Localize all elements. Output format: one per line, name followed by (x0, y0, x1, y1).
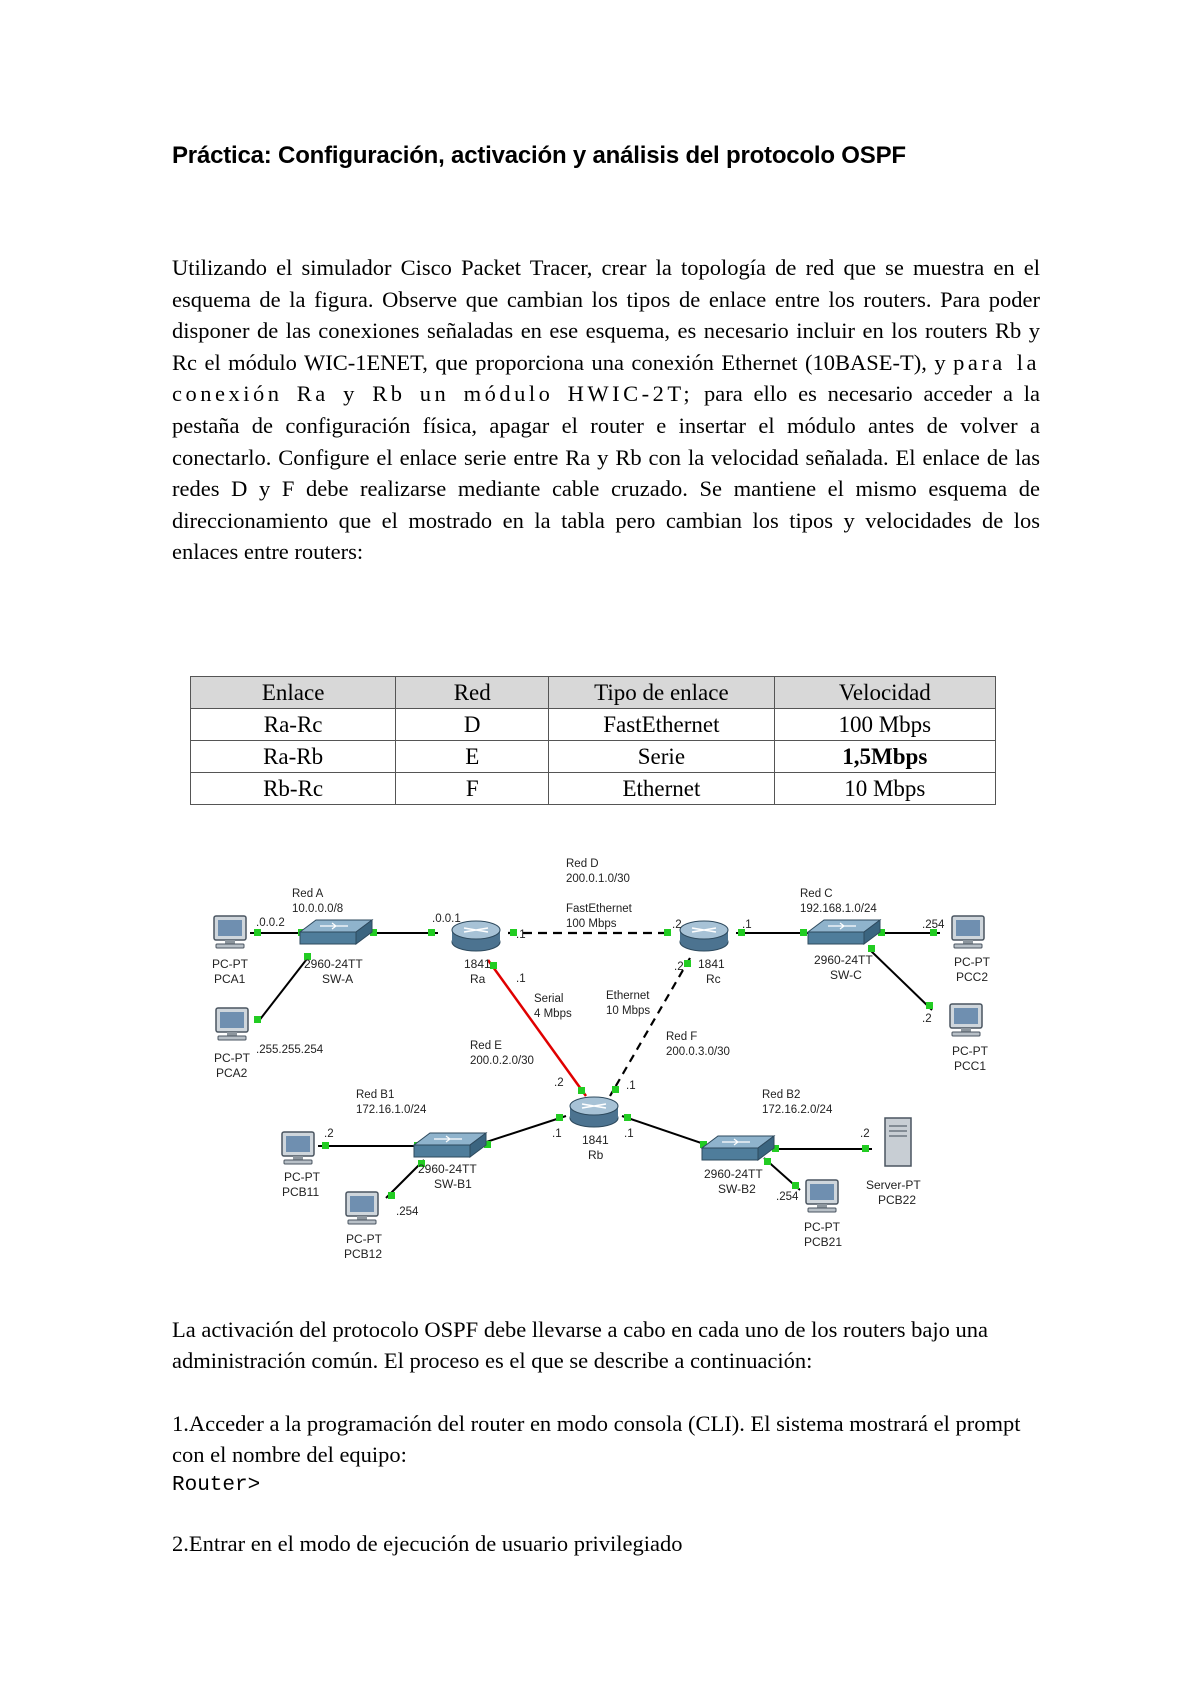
network-topology-diagram (0, 840, 1200, 1280)
device-pcb22-name: PCB22 (878, 1193, 917, 1207)
device-rb-model: 1841 (582, 1133, 609, 1147)
table-cell: E (396, 741, 549, 773)
label-red-c: Red C (800, 888, 833, 900)
page-title: Práctica: Configuración, activación y análisis del protocolo OSPF (172, 142, 906, 169)
table-cell: Rb-Rc (191, 773, 396, 805)
table-cell: F (396, 773, 549, 805)
device-pcc1-name: PCC1 (954, 1059, 987, 1073)
port-rb-e: .2 (554, 1077, 564, 1089)
device-pca1-type: PC-PT (212, 957, 248, 971)
intro-part-2: para la conexión Ra y Rb un módulo HWIC-2T; (172, 349, 1040, 407)
router-icon (570, 1097, 618, 1127)
port-ra-d: .1 (516, 929, 526, 941)
label-red-f: Red F (666, 1031, 698, 1043)
pc-icon (950, 1004, 982, 1036)
pc-icon (216, 1008, 248, 1040)
label-red-a: Red A (292, 888, 324, 900)
device-pcb12-type: PC-PT (346, 1232, 382, 1246)
device-swb1-model: 2960-24TT (418, 1162, 477, 1176)
port-rc-lan: .1 (742, 919, 752, 931)
intro-part-1: Utilizando el simulador Cisco Packet Tracer, crear la topología de red que se muestra en el esquema de la figura. Observe que cambian los tipos de enlace entre los routers. Para poder disponer de las conexiones señaladas en ese esquema, es necesario incluir en los routers Rb y Rc el módulo WIC-1ENET, que proporciona una conexión Ethernet (10BASE-T), y (172, 255, 1040, 375)
router-icon (452, 921, 500, 951)
table-header-cell: Tipo de enlace (549, 677, 774, 709)
device-pcb21-name: PCB21 (804, 1235, 843, 1249)
device-ra-model: 1841 (464, 957, 491, 971)
label-red-c-addr: 192.168.1.0/24 (800, 903, 877, 915)
pc-icon (806, 1180, 838, 1212)
label-ethernet-speed: 10 Mbps (606, 1005, 651, 1017)
label-red-d: Red D (566, 858, 599, 870)
pc-icon (952, 916, 984, 948)
table-cell: Serie (549, 741, 774, 773)
label-red-d-type: FastEthernet (566, 903, 632, 915)
device-pca2-type: PC-PT (214, 1051, 250, 1065)
port-rb-f: .1 (626, 1080, 636, 1092)
table-cell: Ethernet (549, 773, 774, 805)
label-ethernet-type: Ethernet (606, 990, 650, 1002)
device-swb2-model: 2960-24TT (704, 1167, 763, 1181)
port-pca1: .0.0.2 (256, 917, 285, 929)
port-pcb11: .2 (324, 1128, 334, 1140)
label-red-b2: Red B2 (762, 1089, 801, 1101)
device-swa-name: SW-A (322, 972, 354, 986)
table-header-cell: Velocidad (774, 677, 995, 709)
link-rb-swb2 (622, 1116, 710, 1146)
label-serial-type: Serial (534, 993, 564, 1005)
port-ra-lan: .0.0.1 (432, 913, 461, 925)
link-swc-pcc1 (870, 950, 932, 1010)
table-cell: Ra-Rb (191, 741, 396, 773)
port-pcb21: .254 (776, 1191, 799, 1203)
device-pcc2-type: PC-PT (954, 955, 990, 969)
table-header-cell: Enlace (191, 677, 396, 709)
switch-icon (414, 1133, 486, 1157)
link-pca2-swa (258, 955, 310, 1022)
table-cell: D (396, 709, 549, 741)
pc-icon (282, 1132, 314, 1164)
label-red-d-speed: 100 Mbps (566, 918, 617, 930)
table-cell: 100 Mbps (774, 709, 995, 741)
router-icon (680, 921, 728, 951)
table-header-cell: Red (396, 677, 549, 709)
table-row (191, 773, 996, 805)
port-pcc1: .2 (922, 1013, 932, 1025)
port-pcc2: .254 (922, 919, 945, 931)
device-pcb11-type: PC-PT (284, 1170, 320, 1184)
switch-icon (808, 920, 880, 944)
link-ra-rb-serial (488, 960, 586, 1096)
table-cell: Ra-Rc (191, 709, 396, 741)
table-cell: 1,5Mbps (774, 741, 995, 773)
device-pcb11-name: PCB11 (282, 1185, 320, 1199)
device-pcc2-name: PCC2 (956, 970, 989, 984)
links-table (190, 676, 996, 805)
device-pcb22-type: Server-PT (866, 1178, 921, 1192)
label-red-f-addr: 200.0.3.0/30 (666, 1046, 730, 1058)
device-ra-name: Ra (470, 972, 486, 986)
device-rb-name: Rb (588, 1148, 604, 1162)
device-swc-name: SW-C (830, 968, 862, 982)
port-rc-f: .2 (674, 961, 684, 973)
device-swb1-name: SW-B1 (434, 1177, 472, 1191)
pc-icon (346, 1192, 378, 1224)
port-rb-b2: .1 (624, 1128, 634, 1140)
label-red-b2-addr: 172.16.2.0/24 (762, 1104, 833, 1116)
pc-icon (214, 916, 246, 948)
device-rc-name: Rc (706, 972, 721, 986)
table-cell: 10 Mbps (774, 773, 995, 805)
device-swc-model: 2960-24TT (814, 953, 873, 967)
port-pcb12: .254 (396, 1206, 419, 1218)
port-ra-e: .1 (516, 973, 526, 985)
device-pcb21-type: PC-PT (804, 1220, 840, 1234)
cli-prompt: Router> (172, 1474, 261, 1497)
table-row (191, 741, 996, 773)
device-pcb12-name: PCB12 (344, 1247, 383, 1261)
port-pcb22: .2 (860, 1128, 870, 1140)
label-red-b1-addr: 172.16.1.0/24 (356, 1104, 427, 1116)
table-cell: FastEthernet (549, 709, 774, 741)
device-rc-model: 1841 (698, 957, 725, 971)
paragraph-ospf: La activación del protocolo OSPF debe llevarse a cabo en cada uno de los routers bajo una administración común. El proceso es el que se describe a continuación: (172, 1317, 988, 1373)
switch-icon (300, 920, 372, 944)
intro-part-3: para ello es necesario acceder a la pestaña de configuración física, apagar el router e insertar el módulo antes de volver a conectarlo. Configure el enlace serie entre Ra y Rb con la velocidad señalada. El enlace de las redes D y F debe realizarse mediante cable cruzado. Se mantiene el mismo esquema de direccionamiento que el mostrado en la tabla pero cambian los tipos y velocidades de los enlaces entre routers: (172, 381, 1040, 565)
switch-icon (702, 1136, 774, 1160)
device-pca2-name: PCA2 (216, 1066, 248, 1080)
label-red-d-addr: 200.0.1.0/30 (566, 873, 630, 885)
link-rc-rb-ethernet (610, 958, 690, 1096)
port-pca2: .255.255.254 (256, 1044, 324, 1056)
port-rb-b1: .1 (552, 1128, 562, 1140)
label-red-e: Red E (470, 1040, 502, 1052)
label-serial-speed: 4 Mbps (534, 1008, 572, 1020)
table-row (191, 709, 996, 741)
label-red-b1: Red B1 (356, 1089, 395, 1101)
intro-paragraph (172, 252, 1040, 568)
device-pcc1-type: PC-PT (952, 1044, 988, 1058)
step-2: 2.Entrar en el modo de ejecución de usuario privilegiado (172, 1531, 683, 1556)
port-rc-d: .2 (672, 919, 682, 931)
device-swb2-name: SW-B2 (718, 1182, 756, 1196)
table-header-row (191, 677, 996, 709)
device-pca1-name: PCA1 (214, 972, 246, 986)
label-red-e-addr: 200.0.2.0/30 (470, 1055, 534, 1067)
label-red-a-addr: 10.0.0.0/8 (292, 903, 344, 915)
server-icon (885, 1118, 911, 1166)
device-swa-model: 2960-24TT (304, 957, 363, 971)
step-1: 1.Acceder a la programación del router en modo consola (CLI). El sistema mostrará el prompt con el nombre del equipo: (172, 1411, 1021, 1467)
